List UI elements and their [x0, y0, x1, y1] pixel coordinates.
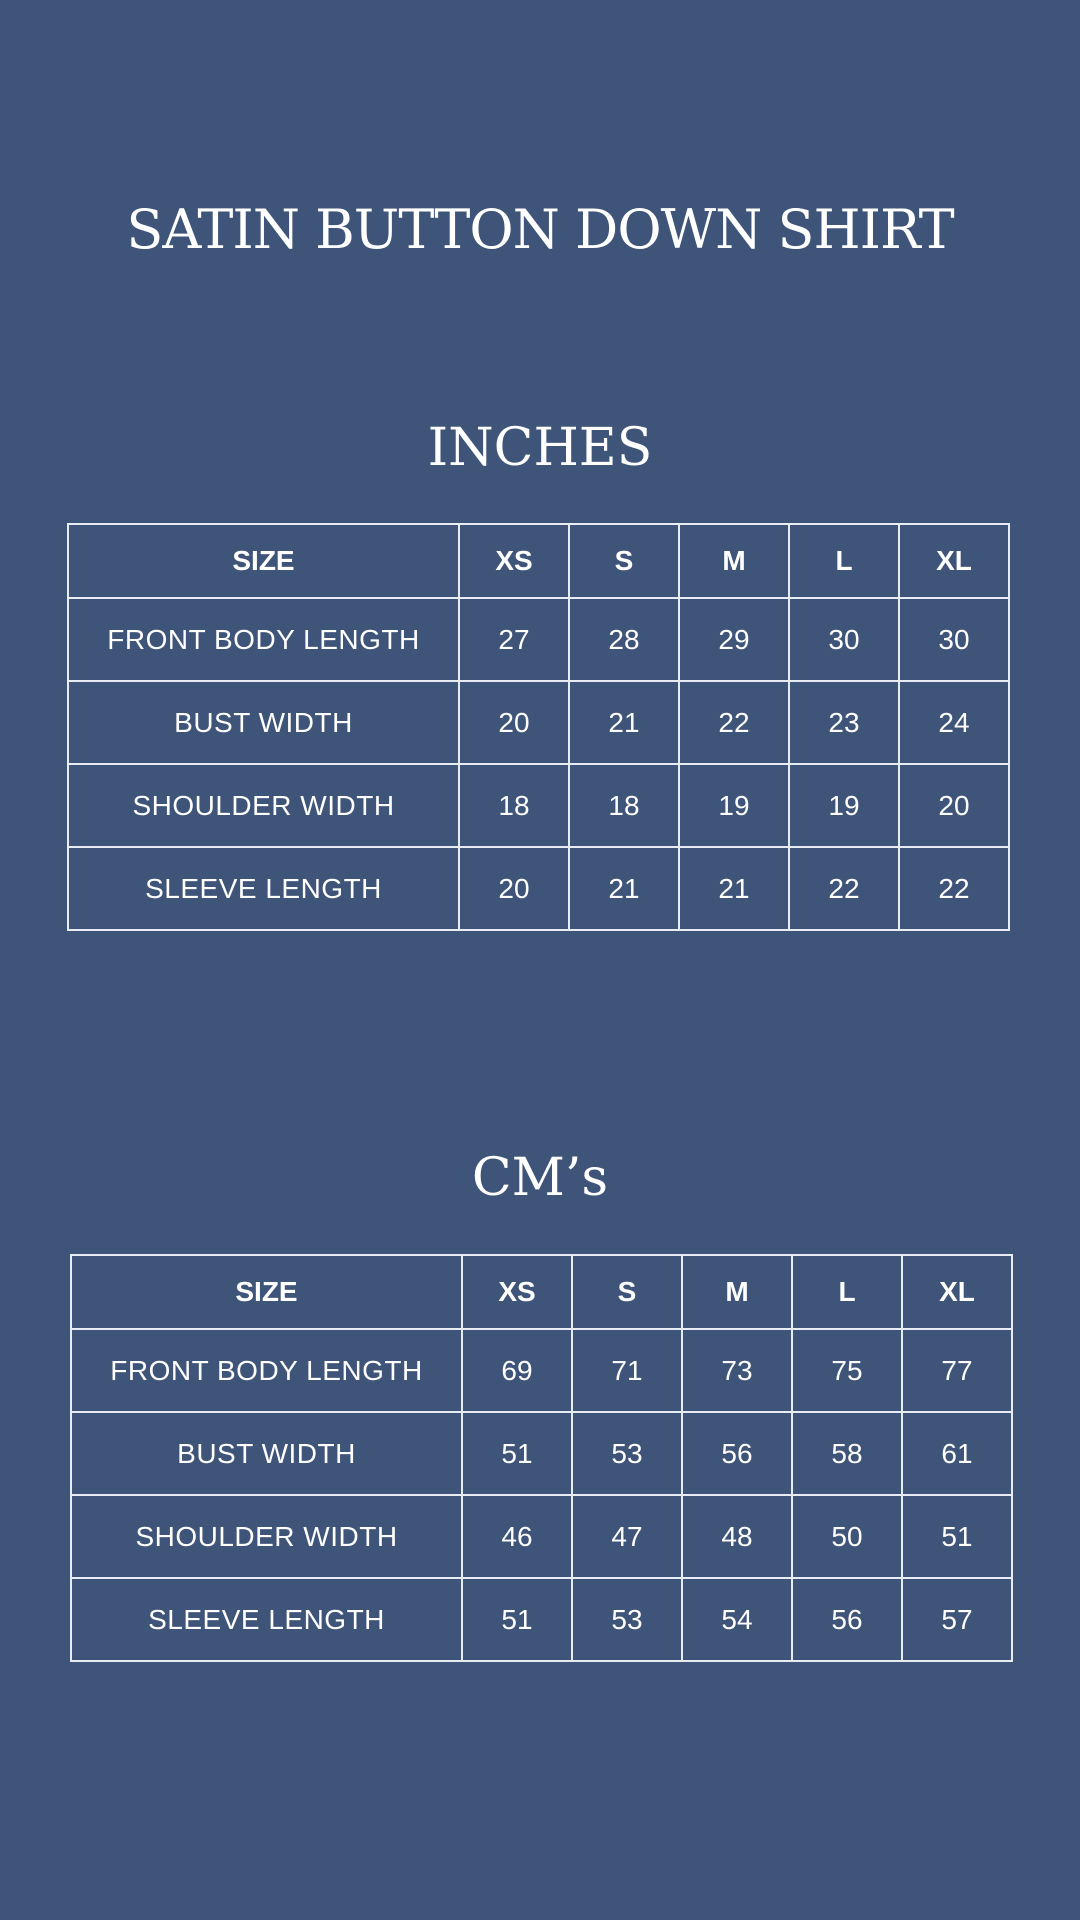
- table-header-row: [68, 524, 1009, 598]
- table-cell: 28: [569, 598, 679, 681]
- header-m: M: [682, 1255, 792, 1329]
- table-cell: 75: [792, 1329, 902, 1412]
- table-row: [68, 847, 1009, 930]
- table-cell: 73: [682, 1329, 792, 1412]
- table-row: [71, 1578, 1012, 1661]
- header-size: SIZE: [71, 1255, 462, 1329]
- table-cell: 56: [792, 1578, 902, 1661]
- header-xl: XL: [899, 524, 1009, 598]
- table-cell: 30: [899, 598, 1009, 681]
- header-s: S: [572, 1255, 682, 1329]
- table-cell: 58: [792, 1412, 902, 1495]
- table-cell: 50: [792, 1495, 902, 1578]
- table-cell: 22: [679, 681, 789, 764]
- table-cell: 18: [459, 764, 569, 847]
- table-cell: 48: [682, 1495, 792, 1578]
- table-header-row: [71, 1255, 1012, 1329]
- row-label: SHOULDER WIDTH: [68, 764, 459, 847]
- table-cell: 22: [789, 847, 899, 930]
- table-cell: 53: [572, 1578, 682, 1661]
- row-label: SLEEVE LENGTH: [71, 1578, 462, 1661]
- header-xl: XL: [902, 1255, 1012, 1329]
- header-s: S: [569, 524, 679, 598]
- cms-size-table: [70, 1254, 1013, 1662]
- table-cell: 71: [572, 1329, 682, 1412]
- table-cell: 24: [899, 681, 1009, 764]
- row-label: BUST WIDTH: [71, 1412, 462, 1495]
- table-cell: 29: [679, 598, 789, 681]
- table-cell: 20: [459, 847, 569, 930]
- table-row: [71, 1329, 1012, 1412]
- row-label: FRONT BODY LENGTH: [71, 1329, 462, 1412]
- row-label: SLEEVE LENGTH: [68, 847, 459, 930]
- row-label: FRONT BODY LENGTH: [68, 598, 459, 681]
- table-cell: 20: [899, 764, 1009, 847]
- table-cell: 18: [569, 764, 679, 847]
- row-label: BUST WIDTH: [68, 681, 459, 764]
- table-cell: 27: [459, 598, 569, 681]
- header-m: M: [679, 524, 789, 598]
- table-cell: 21: [569, 681, 679, 764]
- table-cell: 21: [679, 847, 789, 930]
- table-cell: 47: [572, 1495, 682, 1578]
- header-l: L: [792, 1255, 902, 1329]
- table-cell: 46: [462, 1495, 572, 1578]
- table-cell: 19: [679, 764, 789, 847]
- cms-heading: CM’s: [471, 1148, 609, 1208]
- inches-size-table: [67, 523, 1010, 931]
- table-cell: 51: [462, 1578, 572, 1661]
- table-cell: 56: [682, 1412, 792, 1495]
- header-l: L: [789, 524, 899, 598]
- table-cell: 19: [789, 764, 899, 847]
- table-row: [68, 598, 1009, 681]
- table-cell: 53: [572, 1412, 682, 1495]
- header-size: SIZE: [68, 524, 459, 598]
- table-cell: 77: [902, 1329, 1012, 1412]
- row-label: SHOULDER WIDTH: [71, 1495, 462, 1578]
- table-cell: 51: [462, 1412, 572, 1495]
- table-row: [71, 1412, 1012, 1495]
- table-cell: 21: [569, 847, 679, 930]
- table-row: [68, 681, 1009, 764]
- table-cell: 61: [902, 1412, 1012, 1495]
- page-title: SATIN BUTTON DOWN SHIRT: [126, 198, 954, 261]
- header-xs: XS: [462, 1255, 572, 1329]
- table-cell: 51: [902, 1495, 1012, 1578]
- table-cell: 30: [789, 598, 899, 681]
- table-cell: 57: [902, 1578, 1012, 1661]
- table-row: [68, 764, 1009, 847]
- inches-heading: INCHES: [427, 418, 653, 478]
- table-cell: 20: [459, 681, 569, 764]
- table-row: [71, 1495, 1012, 1578]
- table-cell: 22: [899, 847, 1009, 930]
- table-cell: 69: [462, 1329, 572, 1412]
- table-cell: 23: [789, 681, 899, 764]
- header-xs: XS: [459, 524, 569, 598]
- table-cell: 54: [682, 1578, 792, 1661]
